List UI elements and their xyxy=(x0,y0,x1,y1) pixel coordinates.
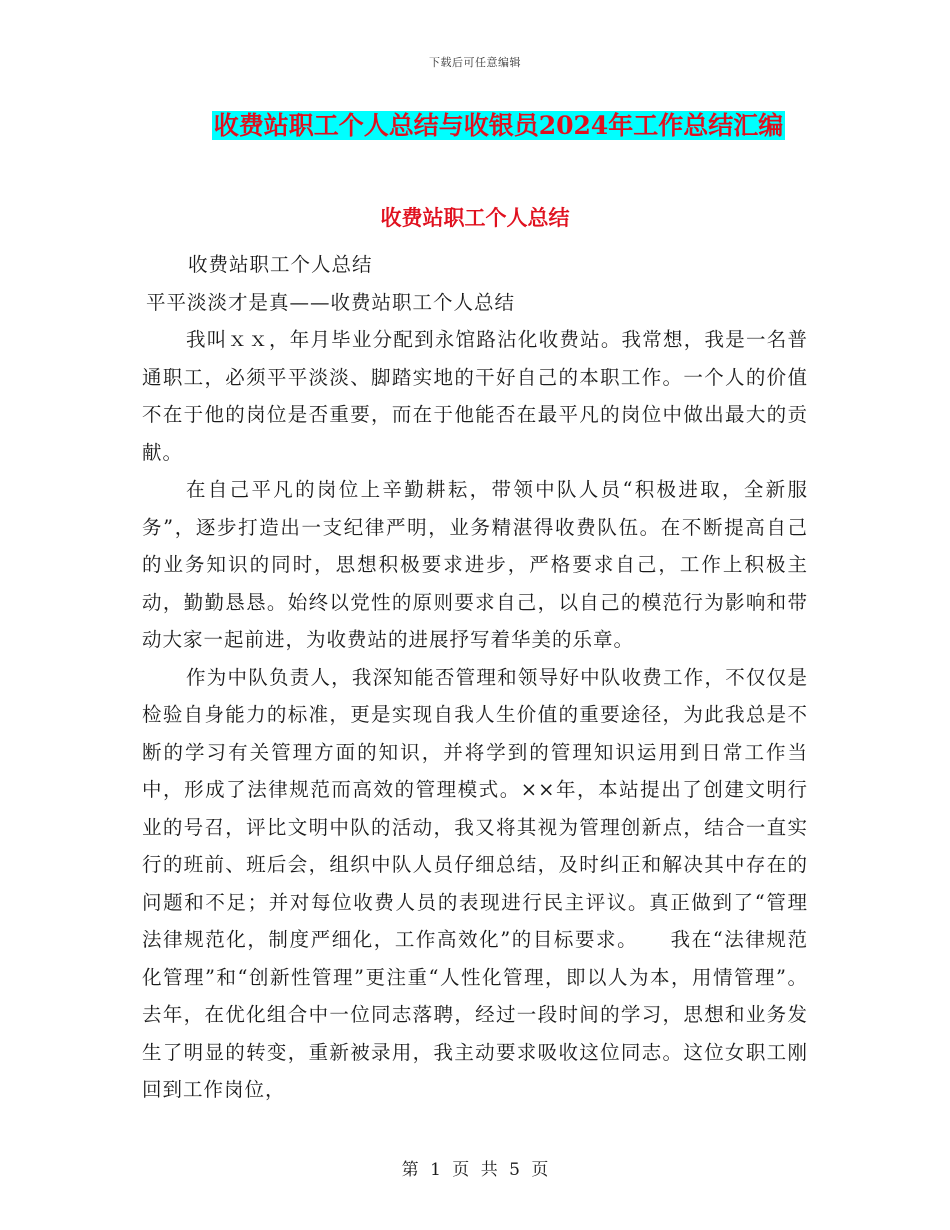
document-body xyxy=(142,246,808,1109)
subtitle-line: 收费站职工个人总结 xyxy=(188,253,373,276)
paragraph: 在自己平凡的岗位上辛勤耕耘，带领中队人员“积极进取，全新服务”，逐步打造出一支纪律严明，业务精湛得收费队伍。在不断提高自己的业务知识的同时，思想积极要求进步，严格要求自己，工作上积极主动，勤勤恳恳。始终以党性的原则要求自己，以自己的模范行为影响和带动大家一起前进，为收费站的进展抒写着华美的乐章。 xyxy=(142,478,808,651)
paragraph: 我叫ｘｘ，年月毕业分配到永馆路沾化收费站。我常想，我是一名普通职工，必须平平淡淡、脚踏实地的干好自己的本职工作。一个人的价值不在于他的岗位是否重要，而在于他能否在最平凡的岗位中做出最大的贡献。 xyxy=(142,328,808,464)
document-title-text: 收费站职工个人总结与收银员2024年工作总结汇编 xyxy=(213,111,784,140)
subtitle-line-2: 平平淡淡才是真——收费站职工个人总结 xyxy=(146,290,516,314)
section-title: 收费站职工个人总结 xyxy=(380,205,570,230)
document-title xyxy=(0,110,950,142)
header-note: 下载后可任意编辑 xyxy=(429,56,521,69)
page-footer: 第 1 页 共 5 页 xyxy=(401,1160,549,1180)
paragraph: 作为中队负责人，我深知能否管理和领导好中队收费工作，不仅仅是检验自身能力的标准，更是实现自我人生价值的重要途径，为此我总是不断的学习有关管理方面的知识，并将学到的管理知识运用到日常工作当中，形成了法律规范而高效的管理模式。××年，本站提出了创建文明行业的号召，评比文明中队的活动，我又将其视为管理创新点，结合一直实行的班前、班后会，组织中队人员仔细总结，及时纠正和解决其中存在的问题和不足；并对每位收费人员的表现进行民主评议。真正做到了“管理法律规范化，制度严细化，工作高效化”的目标要求。 我在“法律规范化管理”和“创新性管理”更注重“人性化管理，即以人为本，用情管理”。去年，在优化组合中一位同志落聘，经过一段时间的学习，思想和业务发生了明显的转变，重新被录用，我主动要求吸收这位同志。这位女职工刚回到工作岗位， xyxy=(142,665,808,1101)
